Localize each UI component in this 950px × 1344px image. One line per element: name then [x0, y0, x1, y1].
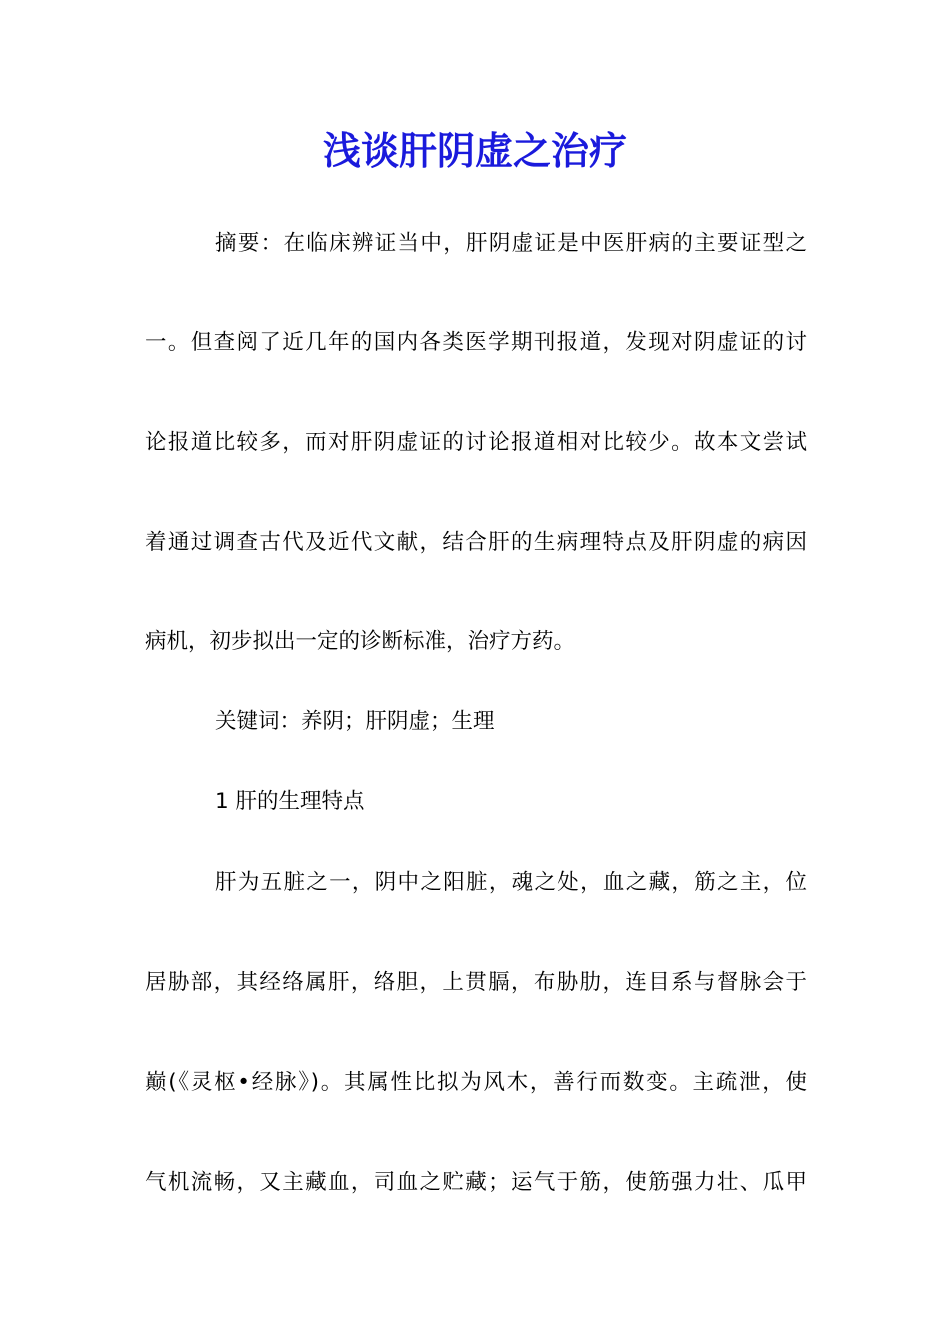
abstract-line-5: 病机，初步拟出一定的诊断标准，治疗方药。 [145, 629, 576, 654]
body-line-1: 肝为五脏之一，阴中之阳脏，魂之处，血之藏，筋之主，位 [215, 870, 807, 895]
keywords-line: 关键词：养阴；肝阴虚；生理 [215, 709, 495, 734]
abstract-line-4: 着通过调查古代及近代文献，结合肝的生病理特点及肝阴虚的病因 [145, 530, 807, 555]
abstract-line-2: 一。但查阅了近几年的国内各类医学期刊报道，发现对阴虚证的讨 [145, 330, 807, 355]
body-line-4: 气机流畅，又主藏血，司血之贮藏；运气于筋，使筋强力壮、瓜甲 [145, 1170, 807, 1195]
abstract-line-3: 论报道比较多，而对肝阴虚证的讨论报道相对比较少。故本文尝试 [145, 430, 807, 455]
document-title: 浅谈肝阴虚之治疗 [322, 128, 627, 173]
abstract-line-1: 摘要：在临床辨证当中，肝阴虚证是中医肝病的主要证型之 [215, 231, 807, 256]
body-line-3: 巅(《灵枢•经脉》)。其属性比拟为风木，善行而数变。主疏泄，使 [145, 1070, 807, 1095]
body-line-2: 居胁部，其经络属肝，络胆，上贯膈，布胁肋，连目系与督脉会于 [145, 970, 807, 995]
section-heading: 1 肝的生理特点 [215, 789, 365, 814]
